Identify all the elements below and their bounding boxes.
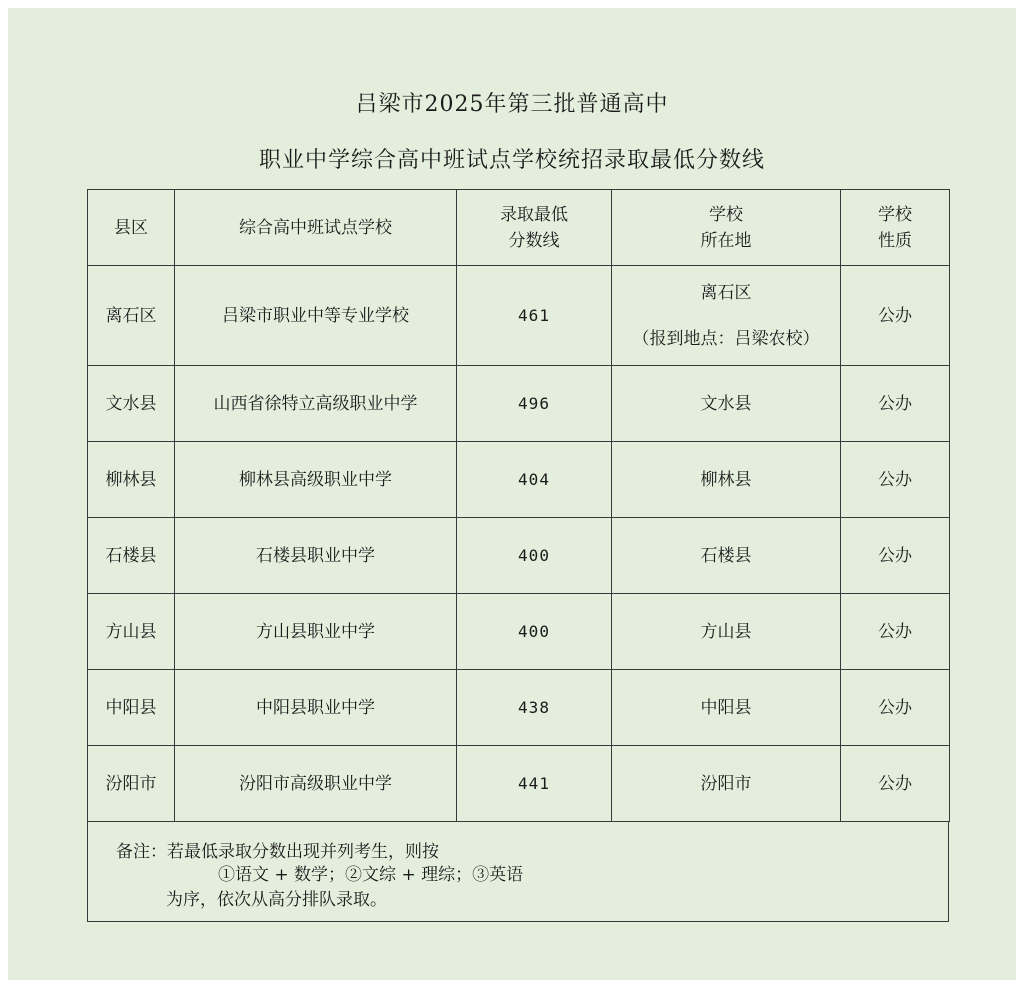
cell-location (612, 266, 841, 366)
table-row (88, 746, 950, 822)
header-school: 综合高中班试点学校 (175, 190, 457, 266)
table-row (88, 594, 950, 670)
cell-county: 中阳县 (88, 670, 175, 746)
cell-location: 柳林县 (612, 442, 841, 518)
cell-school: 中阳县职业中学 (175, 670, 457, 746)
table-row (88, 366, 950, 442)
table-row (88, 518, 950, 594)
table-row (88, 266, 950, 366)
cell-school: 山西省徐特立高级职业中学 (175, 366, 457, 442)
cell-min-score: 461 (457, 266, 612, 366)
cell-school: 柳林县高级职业中学 (175, 442, 457, 518)
table-row (88, 442, 950, 518)
cell-county: 石楼县 (88, 518, 175, 594)
cell-location: 文水县 (612, 366, 841, 442)
cell-county: 文水县 (88, 366, 175, 442)
cell-location: 汾阳市 (612, 746, 841, 822)
cell-school-nature: 公办 (841, 266, 950, 366)
header-min-score: 录取最低 分数线 (457, 190, 612, 266)
cell-county: 汾阳市 (88, 746, 175, 822)
cell-min-score: 400 (457, 518, 612, 594)
document-title-line-2: 职业中学综合高中班试点学校统招录取最低分数线 (258, 148, 765, 173)
cell-min-score: 441 (457, 746, 612, 822)
table-header-row (88, 190, 950, 266)
remarks-line-2: ①语文 + 数学；②文综 + 理综；③英语 (218, 865, 524, 885)
cell-school-nature: 公办 (841, 670, 950, 746)
cell-school-nature: 公办 (841, 594, 950, 670)
cell-location: 中阳县 (612, 670, 841, 746)
cell-school: 汾阳市高级职业中学 (175, 746, 457, 822)
cell-location: 石楼县 (612, 518, 841, 594)
cell-min-score: 400 (457, 594, 612, 670)
header-location: 学校 所在地 (612, 190, 841, 266)
remarks-line-1: 备注：若最低录取分数出现并列考生，则按 (116, 842, 439, 862)
cell-location-note: （报到地点：吕梁农校） (632, 328, 820, 349)
cell-min-score: 404 (457, 442, 612, 518)
cell-min-score: 438 (457, 670, 612, 746)
remarks-box (87, 822, 949, 922)
cell-school-nature: 公办 (841, 746, 950, 822)
cell-school: 方山县职业中学 (175, 594, 457, 670)
cell-county: 方山县 (88, 594, 175, 670)
table-row (88, 670, 950, 746)
cell-county: 柳林县 (88, 442, 175, 518)
document-title-line-1: 吕梁市2025年第三批普通高中 (355, 92, 669, 117)
header-county: 县区 (88, 190, 175, 266)
cell-location-name: 离石区 (700, 282, 752, 303)
admission-score-table (87, 189, 950, 822)
cell-school: 石楼县职业中学 (175, 518, 457, 594)
cell-min-score: 496 (457, 366, 612, 442)
cell-school-nature: 公办 (841, 518, 950, 594)
cell-county: 离石区 (88, 266, 175, 366)
cell-school-nature: 公办 (841, 366, 950, 442)
cell-school: 吕梁市职业中等专业学校 (175, 266, 457, 366)
remarks-line-3: 为序，依次从高分排队录取。 (166, 890, 387, 910)
header-school-nature: 学校 性质 (841, 190, 950, 266)
cell-location: 方山县 (612, 594, 841, 670)
cell-school-nature: 公办 (841, 442, 950, 518)
